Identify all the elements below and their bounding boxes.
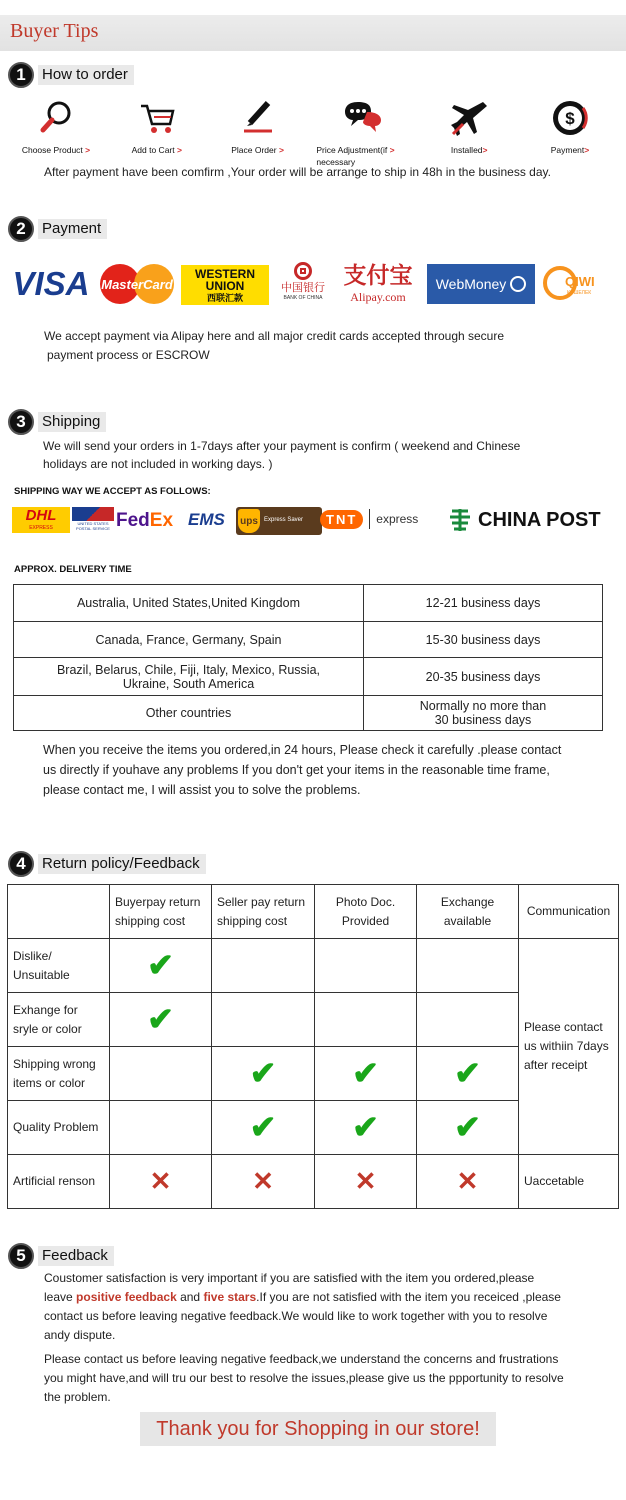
order-step-place-order bbox=[208, 98, 308, 168]
arrow-icon: > bbox=[482, 145, 488, 155]
order-step-add-to-cart bbox=[107, 98, 207, 168]
mark-cell bbox=[417, 993, 519, 1047]
payment-text-line2: payment process or ESCROW bbox=[47, 348, 210, 362]
boc-emblem-icon bbox=[294, 262, 312, 280]
thank-you-banner: Thank you for Shopping in our store! bbox=[140, 1412, 496, 1446]
step-label: Add to Cart bbox=[131, 145, 175, 155]
region-cell: Brazil, Belarus, Chile, Fiji, Italy, Mexico, Russia, Ukraine, South America bbox=[14, 658, 364, 696]
feedback-line: leave positive feedback and five stars.If you are not satisfied with the item you receiced ,please bbox=[44, 1290, 561, 1304]
feedback-paragraph-2 bbox=[44, 1350, 564, 1407]
mark-cell bbox=[417, 1155, 519, 1209]
china-post-label: CHINA POST bbox=[478, 508, 601, 531]
cross-icon: ✕ bbox=[354, 1165, 377, 1196]
speech-bubble-icon bbox=[343, 98, 383, 138]
region-cell: Canada, France, Germany, Spain bbox=[14, 622, 364, 658]
order-steps bbox=[6, 98, 620, 168]
mark-cell bbox=[212, 993, 315, 1047]
row-header: Quality Problem bbox=[8, 1101, 110, 1155]
order-step-choose-product bbox=[6, 98, 106, 168]
western-union-logo bbox=[181, 265, 269, 305]
section-label: Feedback bbox=[38, 1246, 114, 1266]
order-step-installed bbox=[419, 98, 519, 168]
bank-of-china-logo bbox=[276, 262, 330, 308]
tnt-logo bbox=[320, 509, 418, 529]
mark-cell bbox=[110, 1101, 212, 1155]
mastercard-label: MasterCard bbox=[101, 276, 173, 292]
check-icon: ✔ bbox=[249, 1108, 277, 1145]
mark-cell bbox=[315, 1155, 417, 1209]
check-icon: ✔ bbox=[249, 1054, 277, 1091]
check-icon: ✔ bbox=[147, 1000, 174, 1037]
mark-cell bbox=[315, 993, 417, 1047]
section-shipping-heading bbox=[8, 408, 106, 436]
table-row bbox=[14, 585, 603, 622]
tnt-sub-label: express bbox=[376, 512, 419, 526]
delivery-time-cell: 15-30 business days bbox=[364, 622, 603, 658]
alipay-logo bbox=[338, 262, 418, 308]
feedback-line: andy dispute. bbox=[44, 1328, 116, 1342]
delivery-time-cell: 20-35 business days bbox=[364, 658, 603, 696]
delivery-time-table bbox=[13, 584, 603, 731]
payment-text-line1: We accept payment via Alipay here and all major credit cards accepted through secure bbox=[44, 329, 505, 343]
feedback-line: Please contact us before leaving negative feedback,we understand the concerns and frustrations bbox=[44, 1352, 559, 1366]
qiwi-sub-label: КОШЕЛЕК bbox=[567, 290, 592, 296]
usps-logo bbox=[72, 507, 114, 533]
table-header-row bbox=[8, 885, 619, 939]
mark-cell bbox=[417, 1047, 519, 1101]
carrier-logos bbox=[12, 505, 616, 539]
dollar-coin-icon bbox=[550, 98, 590, 138]
row-header: Exhange for sryle or color bbox=[8, 993, 110, 1047]
arrow-icon: > bbox=[85, 145, 91, 155]
feedback-line: Coustomer satisfaction is very important if you are satisfied with the item you ordered,please bbox=[44, 1271, 535, 1285]
feedback-paragraph-1 bbox=[44, 1269, 561, 1345]
cross-icon: ✕ bbox=[252, 1165, 274, 1196]
receive-text-line3: please contact me, I will assist you to solve the problems. bbox=[43, 783, 361, 797]
china-post-emblem-icon bbox=[448, 507, 472, 533]
dhl-sub-label: EXPRESS bbox=[29, 525, 53, 531]
section-payment-heading bbox=[8, 215, 107, 243]
positive-feedback-highlight: positive feedback bbox=[76, 1290, 177, 1304]
boc-cn-label: 中国银行 bbox=[281, 282, 325, 294]
fedex-label-1: Fed bbox=[116, 510, 150, 531]
pen-icon bbox=[238, 98, 278, 138]
cross-icon: ✕ bbox=[149, 1165, 172, 1196]
step-number-badge: 3 bbox=[8, 409, 34, 435]
order-step-payment bbox=[520, 98, 620, 168]
webmoney-label: WebMoney bbox=[435, 276, 507, 292]
shipping-text-line1: We will send your orders in 1-7days after your payment is confirm ( weekend and Chinese bbox=[43, 439, 521, 453]
mark-cell bbox=[212, 1155, 315, 1209]
column-header: Communication bbox=[519, 885, 619, 939]
shipping-way-title: SHIPPING WAY WE ACCEPT AS FOLLOWS: bbox=[14, 486, 211, 497]
communication-cell: Uaccetable bbox=[519, 1155, 619, 1209]
column-header: Exchange available bbox=[417, 885, 519, 939]
mark-cell bbox=[417, 1101, 519, 1155]
ems-logo: EMS bbox=[188, 510, 225, 529]
check-icon: ✔ bbox=[454, 1108, 481, 1145]
section-feedback-heading bbox=[8, 1242, 114, 1270]
step-number-badge: 2 bbox=[8, 216, 34, 242]
feedback-line: you might have,and will tru our best to resolve the issues,please give us the ppportunity to resolve bbox=[44, 1371, 564, 1385]
visa-logo: VISA bbox=[12, 265, 90, 302]
step-label: Payment bbox=[550, 145, 585, 155]
dhl-label: DHL bbox=[25, 507, 57, 524]
cross-icon: ✕ bbox=[456, 1165, 479, 1196]
qiwi-logo bbox=[543, 266, 617, 302]
mastercard-logo bbox=[98, 262, 176, 306]
alipay-en-label: Alipay.com bbox=[350, 290, 406, 304]
step-label: Choose Product bbox=[21, 145, 83, 155]
table-row bbox=[14, 658, 603, 696]
fedex-label-2: Ex bbox=[149, 510, 174, 531]
step-label: Price Adjustment(if bbox=[316, 145, 388, 155]
feedback-line: the problem. bbox=[44, 1390, 111, 1404]
step-number-badge: 4 bbox=[8, 851, 34, 877]
row-header: Shipping wrong items or color bbox=[8, 1047, 110, 1101]
dhl-logo bbox=[12, 507, 70, 533]
communication-cell: Please contact us withiin 7days after receipt bbox=[519, 939, 619, 1155]
alipay-cn-label: 支付宝 bbox=[343, 262, 413, 289]
step-number-badge: 5 bbox=[8, 1243, 34, 1269]
mark-cell bbox=[110, 939, 212, 993]
delivery-title: APPROX. DELIVERY TIME bbox=[14, 564, 132, 575]
ups-sub-label: Express Saver bbox=[264, 517, 304, 523]
table-row bbox=[8, 939, 619, 993]
row-header: Artificial renson bbox=[8, 1155, 110, 1209]
usps-eagle-icon bbox=[72, 507, 114, 521]
check-icon: ✔ bbox=[352, 1108, 379, 1145]
cart-icon bbox=[137, 98, 177, 138]
order-note: After payment have been comfirm ,Your order will be arrange to ship in 48h in the business day. bbox=[44, 165, 551, 179]
magnifier-icon bbox=[36, 98, 76, 138]
globe-icon bbox=[510, 276, 526, 292]
row-header: Dislike/ Unsuitable bbox=[8, 939, 110, 993]
section-label: Return policy/Feedback bbox=[38, 854, 206, 874]
section-label: Shipping bbox=[38, 412, 106, 432]
step-label: Installed bbox=[450, 145, 483, 155]
mark-cell bbox=[212, 1047, 315, 1101]
shipping-text-line2: holidays are not included in working days. ) bbox=[43, 457, 273, 471]
feedback-line: contact us before leaving negative feedback.We would like to work together with you to resolve bbox=[44, 1309, 548, 1323]
order-step-price-adjustment bbox=[308, 98, 418, 168]
mark-cell bbox=[110, 993, 212, 1047]
section-return-policy-heading bbox=[8, 850, 206, 878]
mark-cell bbox=[417, 939, 519, 993]
section-label: How to order bbox=[38, 65, 134, 85]
western-union-line2: UNION bbox=[205, 279, 245, 293]
five-stars-highlight: five stars bbox=[203, 1290, 257, 1304]
check-icon: ✔ bbox=[352, 1054, 379, 1091]
section-label: Payment bbox=[38, 219, 107, 239]
table-row bbox=[14, 696, 603, 731]
return-policy-table bbox=[7, 884, 619, 1209]
western-union-line1: WESTERN bbox=[195, 267, 255, 281]
section-how-to-order-heading bbox=[8, 61, 134, 89]
china-post-logo bbox=[448, 507, 601, 533]
step-number-badge: 1 bbox=[8, 62, 34, 88]
usps-line1: UNITED STATES bbox=[77, 521, 109, 526]
table-row bbox=[8, 1155, 619, 1209]
airplane-icon bbox=[449, 98, 489, 138]
payment-logos bbox=[8, 262, 620, 308]
arrow-icon: > bbox=[177, 145, 182, 155]
arrow-icon: > bbox=[584, 145, 590, 155]
check-icon: ✔ bbox=[454, 1054, 481, 1091]
arrow-icon: > bbox=[389, 145, 395, 155]
check-icon: ✔ bbox=[147, 946, 174, 983]
receive-items-note bbox=[43, 740, 561, 800]
delivery-time-cell: 12-21 business days bbox=[364, 585, 603, 622]
arrow-icon: > bbox=[278, 145, 284, 155]
tnt-label: TNT bbox=[320, 510, 363, 529]
mark-cell bbox=[315, 939, 417, 993]
webmoney-logo bbox=[427, 264, 535, 304]
column-header: Buyerpay return shipping cost bbox=[110, 885, 212, 939]
mark-cell bbox=[212, 939, 315, 993]
region-cell: Other countries bbox=[14, 696, 364, 731]
mark-cell bbox=[212, 1101, 315, 1155]
receive-text-line1: When you receive the items you ordered,in 24 hours, Please check it carefully .please contact bbox=[43, 743, 562, 757]
svg-text:$: $ bbox=[565, 109, 575, 128]
delivery-time-cell: Normally no more than 30 business days bbox=[364, 696, 603, 731]
column-header: Seller pay return shipping cost bbox=[212, 885, 315, 939]
usps-line2: POSTAL SERVICE bbox=[76, 526, 110, 531]
ups-logo bbox=[236, 507, 322, 535]
fedex-logo bbox=[116, 510, 173, 532]
region-cell: Australia, United States,United Kingdom bbox=[14, 585, 364, 622]
page-title: Buyer Tips bbox=[10, 20, 99, 42]
western-union-cn: 西联汇款 bbox=[206, 293, 243, 303]
step-label: Place Order bbox=[231, 145, 277, 155]
mark-cell bbox=[110, 1047, 212, 1101]
table-row bbox=[14, 622, 603, 658]
empty-header-cell bbox=[8, 885, 110, 939]
mark-cell bbox=[110, 1155, 212, 1209]
ups-shield-label: ups bbox=[238, 509, 260, 533]
column-header: Photo Doc. Provided bbox=[315, 885, 417, 939]
mark-cell bbox=[315, 1101, 417, 1155]
step-label-line2: necessary bbox=[316, 157, 356, 167]
qiwi-label: QIWI bbox=[565, 274, 595, 289]
boc-en-label: BANK OF CHINA bbox=[283, 295, 323, 301]
receive-text-line2: us directly if youhave any problems If you don't get your items in the reasonable time frame, bbox=[43, 763, 550, 777]
mark-cell bbox=[315, 1047, 417, 1101]
